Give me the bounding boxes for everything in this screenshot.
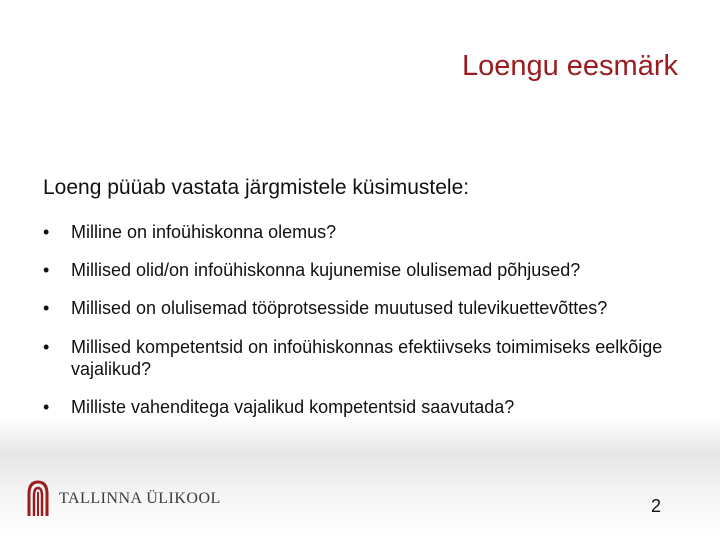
bullet-item (43, 259, 683, 281)
bullet-item (43, 336, 683, 380)
university-logo (26, 478, 246, 518)
bullet-marker: • (43, 222, 50, 242)
bullet-item (43, 396, 683, 418)
slide-title: Loengu eesmärk (461, 50, 678, 82)
intro-text: Loeng püüab vastata järgmistele küsimustele: (43, 176, 470, 199)
university-emblem-icon (26, 478, 50, 518)
bullet-marker: • (43, 337, 50, 357)
logo-text: TALLINNA ÜLIKOOL (59, 490, 221, 507)
bullet-item (43, 221, 683, 243)
bullet-text: Milliste vahenditega vajalikud kompetentsid saavutada? (71, 397, 515, 417)
bullet-text: Millised on olulisemad tööprotsesside muutused tulevikuettevõttes? (71, 298, 608, 318)
bullet-marker: • (43, 397, 50, 417)
bullet-text: Millised olid/on infoühiskonna kujunemise olulisemad põhjused? (71, 260, 581, 280)
bullet-text: Milline on infoühiskonna olemus? (71, 222, 337, 242)
bullet-text: Millised kompetentsid on infoühiskonnas efektiivseks toimimiseks eelkõige vajalikud? (71, 337, 663, 379)
bullet-marker: • (43, 260, 50, 280)
bullet-marker: • (43, 298, 50, 318)
page-number: 2 (651, 496, 662, 516)
bullet-item (43, 297, 683, 319)
